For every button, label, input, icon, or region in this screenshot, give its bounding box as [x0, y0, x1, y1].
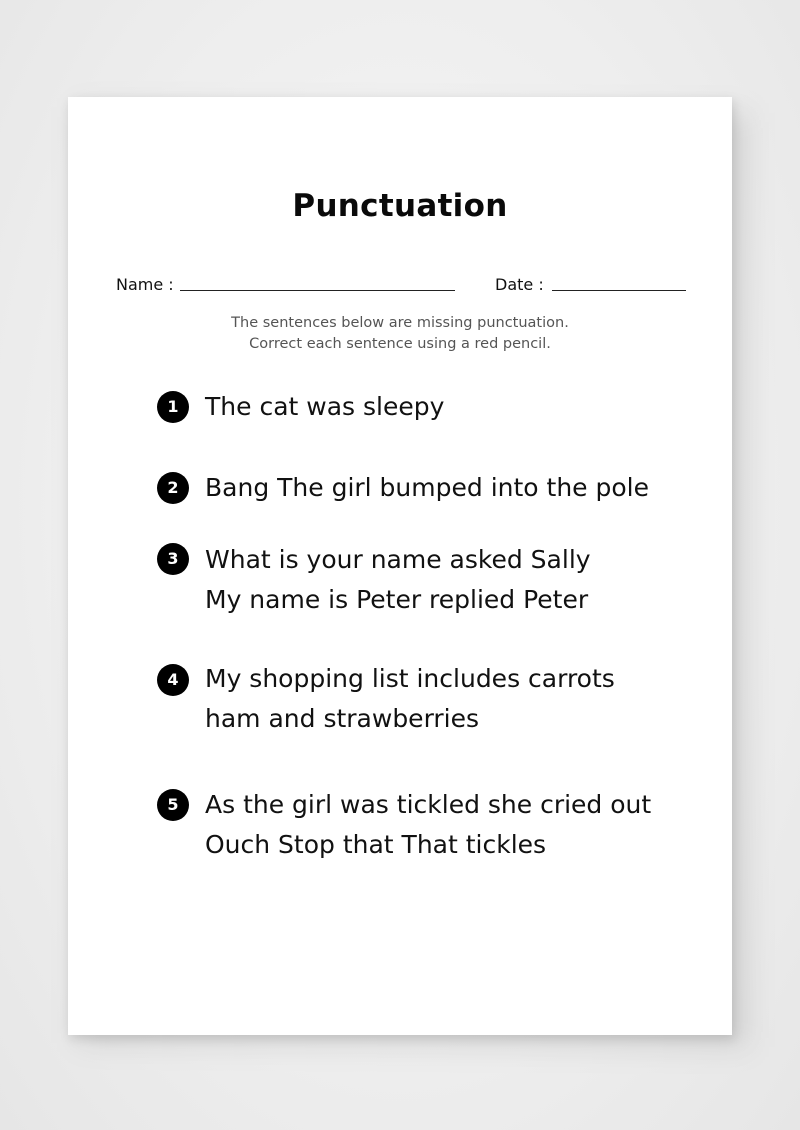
question-sentence — [205, 659, 615, 739]
sentence-line: My name is Peter replied Peter — [205, 585, 589, 614]
sentence-line: As the girl was tickled she cried out — [205, 790, 652, 819]
date-blank-line — [552, 290, 686, 291]
question-sentence — [205, 540, 591, 620]
question-number-badge: 4 — [157, 664, 189, 696]
sentence-line: Bang The girl bumped into the pole — [205, 473, 649, 502]
question-number-badge: 2 — [157, 472, 189, 504]
question-sentence — [205, 785, 651, 865]
question-number-badge: 1 — [157, 391, 189, 423]
sentence-line: ham and strawberries — [205, 704, 480, 733]
instructions — [0, 313, 800, 355]
date-label: Date : — [495, 275, 544, 294]
sentence-line: My shopping list includes carrots — [205, 664, 615, 693]
name-label: Name : — [116, 275, 174, 294]
sentence-line: Ouch Stop that That tickles — [205, 830, 547, 859]
worksheet-title: Punctuation — [292, 188, 508, 224]
question-sentence — [205, 387, 444, 427]
instruction-line: Correct each sentence using a red pencil. — [249, 336, 551, 352]
sentence-line: The cat was sleepy — [205, 392, 445, 421]
question-sentence — [205, 468, 649, 508]
name-blank-line — [180, 290, 455, 291]
sentence-line: What is your name asked Sally — [205, 545, 591, 574]
question-number-badge: 3 — [157, 543, 189, 575]
instruction-line: The sentences below are missing punctuation. — [231, 315, 569, 331]
question-number-badge: 5 — [157, 789, 189, 821]
